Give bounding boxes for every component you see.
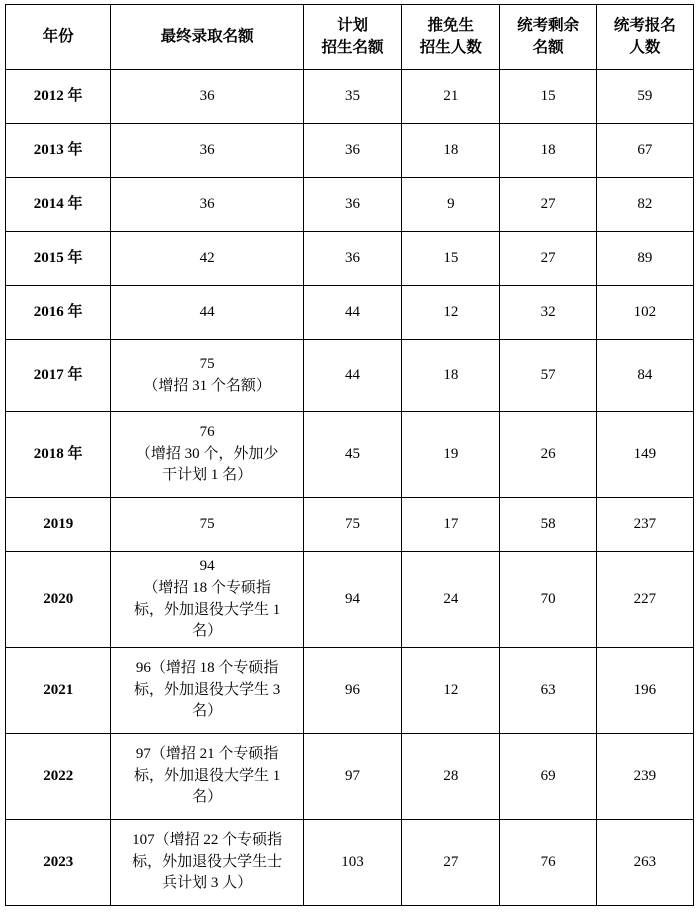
cell-applicant-count: 84 [596,340,693,412]
cell-exempt-count: 21 [402,70,500,124]
cell-final-quota-line-1: 42 [199,249,215,266]
cell-year: 2016 年 [6,286,111,340]
cell-final-quota-line-1: 76 [199,423,215,440]
cell-final-quota-line-3: 名） [192,703,223,720]
cell-exempt-count: 24 [402,552,500,648]
cell-final-quota [111,498,304,552]
header-applicant-count-line-1: 统考报名 [613,16,676,34]
cell-exempt-count: 18 [402,124,500,178]
cell-year: 2017 年 [6,340,111,412]
cell-exempt-count: 28 [402,734,500,820]
cell-planned-quota: 97 [303,734,401,820]
cell-final-quota-line-2: 标，外加退役大学生 1 [134,767,281,784]
cell-exempt-count: 27 [402,820,500,906]
cell-applicant-count: 82 [596,178,693,232]
header-exempt-count-line-2: 招生人数 [419,39,482,56]
table-row [6,70,694,124]
cell-final-quota-line-3: 名） [192,789,223,806]
cell-final-quota-line-1: 94 [199,558,215,574]
cell-year: 2014 年 [6,178,111,232]
cell-exempt-count: 9 [402,178,500,232]
cell-applicant-count: 89 [596,232,693,286]
header-remaining-quota-line-2: 名额 [532,39,564,56]
header-planned-quota-line-2: 招生名额 [321,39,384,56]
cell-final-quota-line-2: （增招 30 个，外加少 [135,445,279,462]
cell-remaining-quota: 26 [500,412,596,498]
cell-remaining-quota: 15 [500,70,596,124]
cell-applicant-count: 237 [596,498,693,552]
cell-remaining-quota: 58 [500,498,596,552]
cell-final-quota-line-1: 96（增招 18 个专硕指 [135,659,279,676]
cell-final-quota [111,124,304,178]
cell-final-quota-line-1: 75 [199,355,215,372]
cell-exempt-count: 18 [402,340,500,412]
cell-applicant-count: 67 [596,124,693,178]
cell-year: 2023 [6,820,111,906]
header-applicant-count [596,5,693,70]
cell-final-quota-line-4: 名） [192,623,223,640]
header-final-quota [111,5,304,70]
cell-final-quota [111,552,304,648]
cell-final-quota-line-1: 107（增招 22 个专硕指 [132,831,283,848]
cell-planned-quota: 44 [303,286,401,340]
cell-exempt-count: 12 [402,286,500,340]
cell-remaining-quota: 70 [500,552,596,648]
cell-final-quota-line-1: 97（增招 21 个专硕指 [135,745,279,762]
cell-applicant-count: 102 [596,286,693,340]
cell-planned-quota: 96 [303,648,401,734]
header-exempt-count-line-1: 推免生 [427,16,475,34]
cell-final-quota [111,232,304,286]
table-row [6,412,694,498]
cell-final-quota [111,648,304,734]
cell-applicant-count: 149 [596,412,693,498]
cell-year: 2012 年 [6,70,111,124]
cell-exempt-count: 19 [402,412,500,498]
cell-exempt-count: 17 [402,498,500,552]
cell-year: 2013 年 [6,124,111,178]
cell-remaining-quota: 63 [500,648,596,734]
cell-applicant-count: 227 [596,552,693,648]
cell-final-quota-line-2: 标，外加退役大学生士 [132,853,283,870]
table-row [6,648,694,734]
cell-planned-quota: 94 [303,552,401,648]
cell-remaining-quota: 18 [500,124,596,178]
header-exempt-count [402,5,500,70]
header-remaining-quota [500,5,596,70]
cell-final-quota [111,340,304,412]
cell-remaining-quota: 32 [500,286,596,340]
cell-applicant-count: 239 [596,734,693,820]
cell-planned-quota: 44 [303,340,401,412]
cell-remaining-quota: 69 [500,734,596,820]
cell-year: 2022 [6,734,111,820]
cell-applicant-count: 59 [596,70,693,124]
cell-year: 2015 年 [6,232,111,286]
cell-final-quota-line-3: 兵计划 3 人） [162,875,253,892]
cell-remaining-quota: 27 [500,178,596,232]
cell-final-quota [111,70,304,124]
header-planned-quota [303,5,401,70]
table-header [6,5,694,70]
header-applicant-count-line-2: 人数 [629,39,661,56]
cell-year: 2019 [6,498,111,552]
cell-final-quota-line-2: 标，外加退役大学生 3 [134,681,281,698]
admissions-quota-table [5,4,694,906]
table-row [6,178,694,232]
table-row [6,124,694,178]
header-row [6,5,694,70]
cell-planned-quota: 36 [303,178,401,232]
table-row [6,340,694,412]
cell-final-quota [111,286,304,340]
table-row [6,286,694,340]
cell-exempt-count: 12 [402,648,500,734]
cell-planned-quota: 35 [303,70,401,124]
cell-planned-quota: 75 [303,498,401,552]
cell-year: 2020 [6,552,111,648]
cell-final-quota [111,412,304,498]
header-year [6,5,111,70]
header-year-line-1: 年份 [42,27,74,45]
cell-final-quota-line-1: 36 [199,87,215,104]
table-row [6,734,694,820]
header-remaining-quota-line-1: 统考剩余 [517,16,580,34]
cell-final-quota-line-1: 44 [199,303,215,320]
header-final-quota-line-1: 最终录取名额 [160,27,254,45]
cell-planned-quota: 36 [303,124,401,178]
table-row [6,552,694,648]
cell-remaining-quota: 57 [500,340,596,412]
cell-exempt-count: 15 [402,232,500,286]
cell-final-quota-line-3: 干计划 1 名） [162,467,253,484]
table-body [6,70,694,906]
cell-year: 2021 [6,648,111,734]
cell-planned-quota: 103 [303,820,401,906]
cell-final-quota [111,734,304,820]
cell-planned-quota: 36 [303,232,401,286]
cell-final-quota-line-2: （增招 31 个名额） [143,377,271,394]
table-row [6,820,694,906]
cell-final-quota [111,178,304,232]
cell-final-quota-line-1: 36 [199,141,215,158]
cell-planned-quota: 45 [303,412,401,498]
header-planned-quota-line-1: 计划 [337,16,369,34]
table-row [6,232,694,286]
cell-remaining-quota: 27 [500,232,596,286]
cell-final-quota-line-1: 75 [199,515,215,532]
table-row [6,498,694,552]
cell-remaining-quota: 76 [500,820,596,906]
cell-final-quota-line-1: 36 [199,195,215,212]
cell-year: 2018 年 [6,412,111,498]
cell-applicant-count: 196 [596,648,693,734]
cell-applicant-count: 263 [596,820,693,906]
cell-final-quota-line-2: （增招 18 个专硕指 [143,579,271,596]
cell-final-quota-line-3: 标，外加退役大学生 1 [134,601,281,618]
cell-final-quota [111,820,304,906]
